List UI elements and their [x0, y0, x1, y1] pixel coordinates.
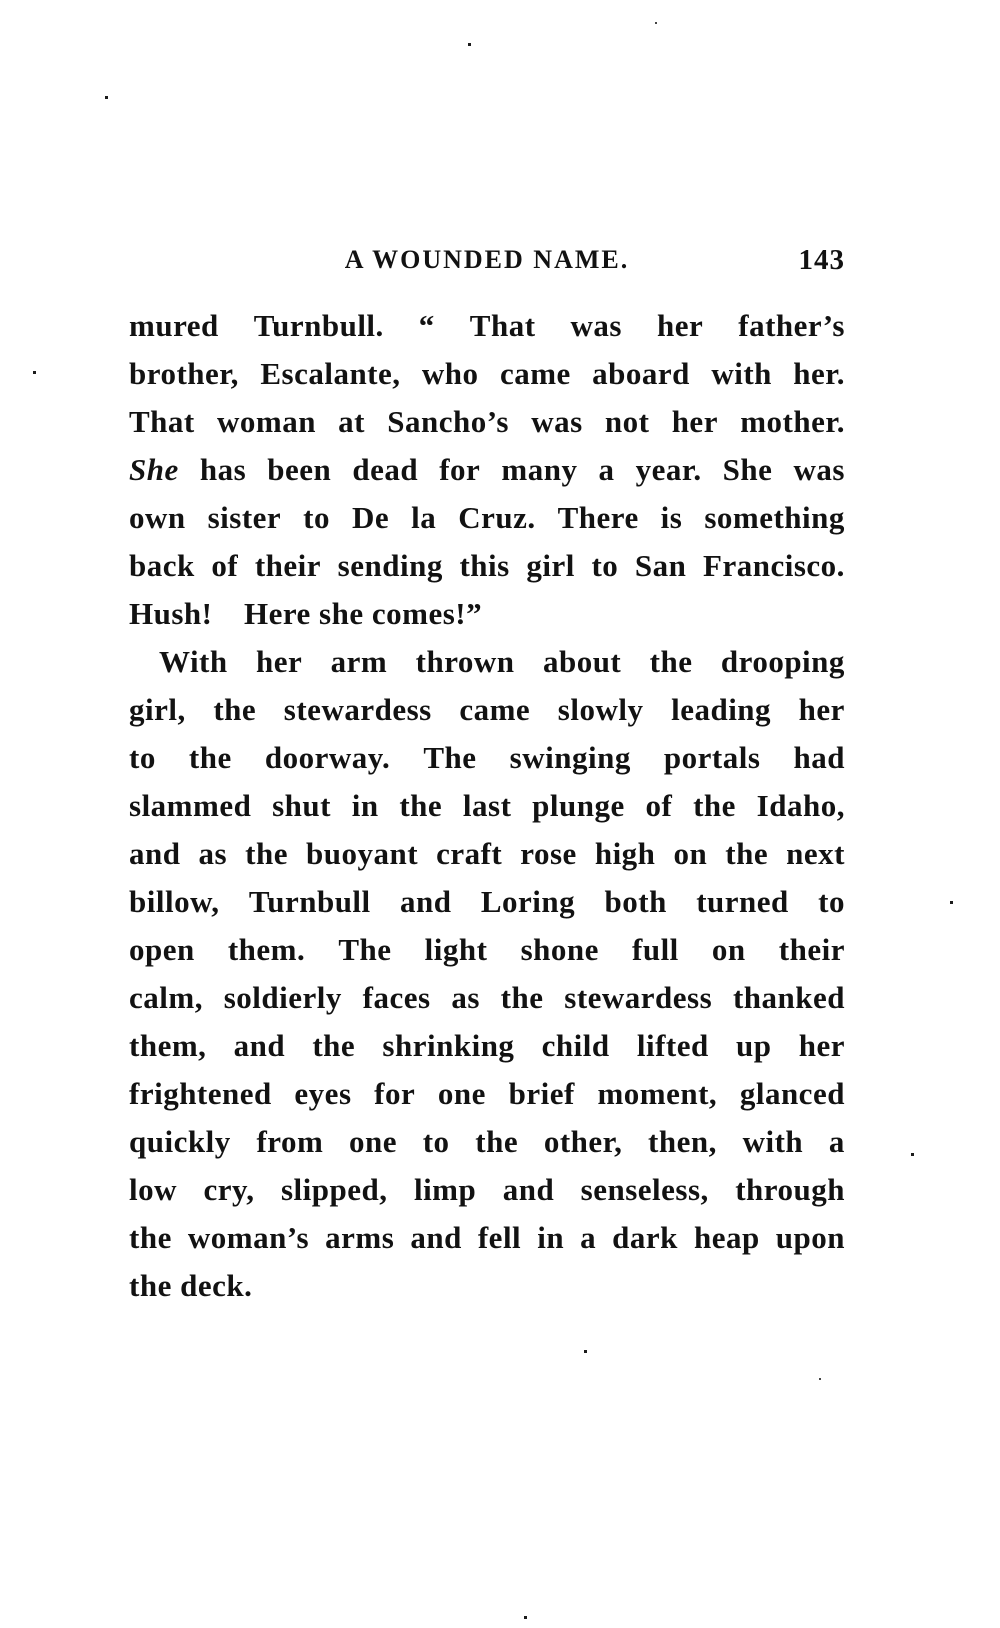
word: shone: [520, 932, 599, 967]
word: the: [399, 788, 443, 823]
text-line: [129, 926, 845, 974]
page-title: A WOUNDED NAME.: [344, 245, 630, 274]
word: the: [312, 1028, 356, 1063]
word: Turnbull: [248, 884, 371, 919]
word: portals: [663, 740, 761, 775]
scan-speck: [468, 43, 471, 46]
word: slowly: [557, 692, 644, 727]
word: arms: [325, 1220, 395, 1255]
word: at: [338, 404, 365, 439]
word: shrinking: [382, 1028, 515, 1063]
word: for: [374, 1076, 416, 1111]
word: stewardess: [283, 692, 432, 727]
word: the: [500, 980, 544, 1015]
word: slipped,: [280, 1172, 388, 1207]
text-line: [129, 494, 845, 542]
text-line: [129, 782, 845, 830]
word: quickly: [129, 1124, 231, 1159]
word: mother.: [740, 404, 845, 439]
word: was: [570, 308, 622, 343]
word: brother,: [129, 356, 239, 391]
word: drooping: [720, 644, 845, 679]
word: San: [634, 548, 687, 583]
word: lifted: [636, 1028, 709, 1063]
text-line: Hush! Here she comes!”: [129, 596, 483, 631]
word: with: [711, 356, 772, 391]
word: faces: [362, 980, 431, 1015]
word: their: [778, 932, 845, 967]
word: other,: [543, 1124, 623, 1159]
text-line: [129, 638, 845, 686]
word: was: [793, 452, 845, 487]
word: had: [793, 740, 845, 775]
scan-speck: [33, 371, 36, 374]
word: The: [338, 932, 392, 967]
word: the: [649, 644, 693, 679]
word: in: [537, 1220, 565, 1255]
scan-speck: [584, 1350, 587, 1353]
word: buoyant: [305, 836, 419, 871]
word: soldierly: [223, 980, 342, 1015]
scan-speck: [819, 1378, 821, 1380]
word: senseless,: [580, 1172, 709, 1207]
word: light: [424, 932, 488, 967]
word: as: [198, 836, 228, 871]
word: them,: [129, 1028, 207, 1063]
word: of: [211, 548, 239, 583]
word: the: [693, 788, 736, 823]
word: to: [591, 548, 619, 583]
text-line: [129, 542, 845, 590]
word: aboard: [592, 356, 690, 391]
word: full: [632, 932, 679, 967]
word: mured: [129, 308, 219, 343]
word: and: [129, 836, 181, 871]
word: to: [129, 740, 156, 775]
word: and: [410, 1220, 462, 1255]
word: back: [129, 548, 195, 583]
word: about: [542, 644, 622, 679]
word: was: [531, 404, 583, 439]
word: stewardess: [564, 980, 713, 1015]
text-line: [129, 446, 845, 494]
word: heap: [693, 1220, 760, 1255]
word: next: [786, 836, 845, 871]
word: came: [459, 692, 531, 727]
word: on: [711, 932, 746, 967]
word: brief: [508, 1076, 575, 1111]
word: and: [233, 1028, 286, 1063]
word: sister: [207, 500, 282, 535]
word: girl: [526, 548, 575, 583]
word: then,: [648, 1124, 717, 1159]
text-line: [129, 1070, 845, 1118]
word: frightened: [129, 1076, 272, 1111]
word: this: [459, 548, 510, 583]
scan-speck: [911, 1153, 914, 1156]
word: of: [645, 788, 673, 823]
text-line: [129, 398, 845, 446]
word: both: [604, 884, 667, 919]
word: shut: [272, 788, 331, 823]
word: for: [439, 452, 481, 487]
word: “: [418, 308, 435, 343]
text-line: [129, 878, 845, 926]
word: came: [499, 356, 571, 391]
text-line: the deck.: [129, 1268, 253, 1303]
word: woman’s: [187, 1220, 310, 1255]
word: Escalante,: [260, 356, 401, 391]
text-line: [129, 1166, 845, 1214]
word: in: [351, 788, 379, 823]
word: many: [501, 452, 578, 487]
word: billow,: [129, 884, 220, 919]
text-block: [129, 302, 845, 1310]
word: Sancho’s: [387, 404, 509, 439]
word: the: [188, 740, 232, 775]
word: to: [818, 884, 845, 919]
word: calm,: [129, 980, 203, 1015]
word: up: [735, 1028, 772, 1063]
word: them.: [227, 932, 306, 967]
word: moment,: [597, 1076, 718, 1111]
word: That: [469, 308, 536, 343]
word: doorway.: [264, 740, 391, 775]
scan-speck: [950, 901, 953, 904]
text-line: [129, 1118, 845, 1166]
word: her: [798, 1028, 845, 1063]
text-line: [129, 302, 845, 350]
word: slammed: [129, 788, 252, 823]
word: plunge: [532, 788, 625, 823]
word: on: [673, 836, 708, 871]
word: her: [798, 692, 845, 727]
word: a: [580, 1220, 597, 1255]
word: her: [256, 644, 303, 679]
word: dark: [612, 1220, 678, 1255]
word: glanced: [739, 1076, 845, 1111]
word: limp: [413, 1172, 477, 1207]
word: one: [437, 1076, 486, 1111]
word: her: [671, 404, 718, 439]
word: With: [159, 644, 228, 679]
word: who: [421, 356, 479, 391]
word: own: [129, 500, 186, 535]
word: open: [129, 932, 195, 967]
word: to: [422, 1124, 450, 1159]
word: cry,: [203, 1172, 255, 1207]
word: Turnbull.: [253, 308, 384, 343]
word: high: [594, 836, 656, 871]
text-line: [129, 1214, 845, 1262]
page-number: 143: [798, 244, 845, 276]
word: and: [502, 1172, 555, 1207]
word: thrown: [415, 644, 515, 679]
word: leading: [671, 692, 772, 727]
word: De: [351, 500, 390, 535]
word: a: [598, 452, 615, 487]
word: the: [475, 1124, 519, 1159]
text-line: [129, 1022, 845, 1070]
scan-speck: [105, 96, 108, 99]
word: has: [199, 452, 247, 487]
word: Loring: [480, 884, 576, 919]
word: from: [256, 1124, 324, 1159]
word: as: [451, 980, 480, 1015]
word: thanked: [732, 980, 845, 1015]
word: la: [411, 500, 437, 535]
text-line: [129, 686, 845, 734]
word: the: [129, 1220, 172, 1255]
word: sending: [337, 548, 443, 583]
word: She: [129, 452, 179, 487]
word: woman: [216, 404, 316, 439]
word: She: [722, 452, 773, 487]
word: their: [254, 548, 322, 583]
word: Cruz.: [458, 500, 536, 535]
scan-speck: [655, 22, 657, 24]
word: eyes: [294, 1076, 352, 1111]
text-line: [129, 350, 845, 398]
word: her: [657, 308, 704, 343]
word: to: [303, 500, 330, 535]
word: rose: [520, 836, 577, 871]
word: last: [462, 788, 512, 823]
word: through: [735, 1172, 845, 1207]
word: swinging: [509, 740, 631, 775]
word: The: [423, 740, 477, 775]
word: turned: [696, 884, 789, 919]
word: fell: [477, 1220, 522, 1255]
word: her.: [793, 356, 845, 391]
word: low: [129, 1172, 177, 1207]
word: father’s: [738, 308, 845, 343]
word: the: [213, 692, 257, 727]
word: Idaho,: [756, 788, 845, 823]
word: child: [541, 1028, 610, 1063]
word: one: [349, 1124, 398, 1159]
word: been: [267, 452, 332, 487]
text-line: [129, 734, 845, 782]
word: craft: [436, 836, 503, 871]
word: something: [704, 500, 845, 535]
word: dead: [352, 452, 419, 487]
word: not: [604, 404, 650, 439]
word: arm: [330, 644, 388, 679]
word: with: [742, 1124, 804, 1159]
word: upon: [775, 1220, 845, 1255]
word: There: [557, 500, 639, 535]
text-line: [129, 974, 845, 1022]
word: the: [725, 836, 769, 871]
word: That: [129, 404, 195, 439]
word: the: [245, 836, 288, 871]
word: a: [828, 1124, 845, 1159]
word: year.: [635, 452, 702, 487]
scan-speck: [524, 1616, 527, 1619]
word: and: [400, 884, 452, 919]
word: Francisco.: [703, 548, 845, 583]
running-header: [129, 243, 845, 279]
text-line: [129, 830, 845, 878]
word: is: [660, 500, 683, 535]
word: girl,: [129, 692, 186, 727]
